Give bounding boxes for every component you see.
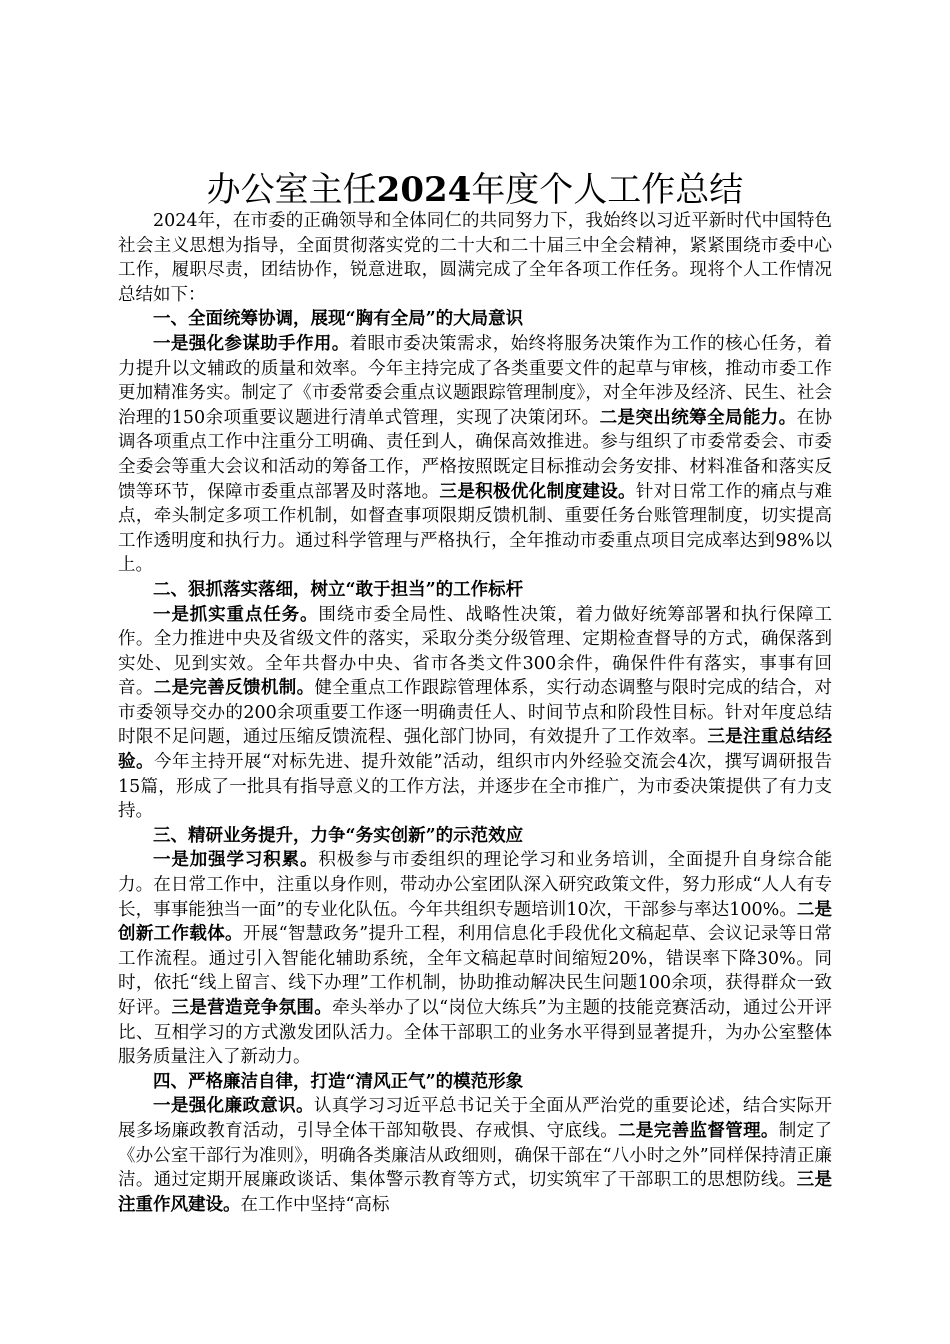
point-lead: 三是积极优化制度建设。: [439, 481, 636, 502]
point-text: 制定了《办公室干部行为准则》，明确各类廉洁从政细则，确保干部在“八小时之外”同样保持清正廉洁。通过定期开展廉政谈话、集体警示教育等方式，切实筑牢了干部职工的思想防线。: [118, 1120, 833, 1191]
point-lead: 二是完善反馈机制。: [153, 678, 315, 699]
point-lead: 三是注重作风建设。: [118, 1170, 832, 1215]
title-year: 2024: [376, 170, 472, 210]
point-lead: 三是注重总结经验。: [118, 727, 832, 773]
point-lead: 二是突出统筹全局能力。: [599, 407, 797, 428]
point-lead: 一是强化廉政意识。: [153, 1096, 314, 1117]
point-lead: 二是完善监督管理。: [618, 1120, 779, 1141]
section-heading: 三、精研业务提升，力争“务实创新”的示范效应: [153, 825, 524, 846]
section-heading: 二、狠抓落实落细，树立“敢于担当”的工作标杆: [153, 579, 524, 600]
point-text: 针对日常工作的痛点与难点，牵头制定多项工作机制，如督查事项限期反馈机制、重要任务台账管理制度，切实提高工作透明度和执行力。通过科学管理与严格执行，全年推动市委重点项目完成率达到98%以上。: [118, 481, 833, 576]
point-lead: 一是加强学习积累。: [153, 850, 319, 871]
intro-paragraph: 2024年，在市委的正确领导和全体同仁的共同努力下，我始终以习近平新时代中国特色社会主义思想为指导，全面贯彻落实党的二十大和二十届三中全会精神，紧紧围绕市委中心工作，履职尽责，团结协作，锐意进取，圆满完成了全年各项工作任务。现将个人工作情况总结如下：: [118, 211, 832, 305]
point-text: 今年主持开展“对标先进、提升效能”活动，组织市内外经验交流会4次，撰写调研报告15篇，形成了一批具有指导意义的工作方法，并逐步在全市推广，为市委决策提供了有力支持。: [118, 752, 832, 822]
point-lead: 三是营造竞争氛围。: [171, 998, 333, 1018]
point-text: 积极参与市委组织的理论学习和业务培训，全面提升自身综合能力。在日常工作中，注重以身作则，带动办公室团队深入研究政策文件，努力形成“人人有专长，事事能独当一面”的专业化队伍。今年共组织专题培训10次，干部参与率达100%。: [118, 850, 832, 920]
section-heading: 一、全面统筹协调，展现“胸有全局”的大局意识: [153, 309, 524, 330]
section-paragraph: [118, 332, 832, 578]
point-lead: 一是抓实重点任务。: [153, 604, 319, 625]
point-text: 认真学习习近平总书记关于全面从严治党的重要论述，结合实际开展多场廉政教育活动，引导全体干部知敬畏、存戒惧、守底线。: [118, 1096, 832, 1141]
point-lead: 二是创新工作载体。: [118, 899, 832, 945]
section-heading: 四、严格廉洁自律，打造“清风正气”的模范形象: [153, 1071, 524, 1092]
point-text: 着眼市委决策需求，始终将服务决策作为工作的核心任务，着力提升以文辅政的质量和效率。今年主持完成了各类重要文件的起草与审核，推动市委工作更加精准务实。制定了《市委常委会重点议题跟踪管理制度》，对全年涉及经济、民生、社会治理的150余项重要议题进行清单式管理，实现了决策闭环。: [118, 333, 833, 428]
point-text: 牵头举办了以“岗位大练兵”为主题的技能竞赛活动，通过公开评比、互相学习的方式激发团队活力。全体干部职工的业务水平得到显著提升，为办公室整体服务质量注入了新动力。: [118, 998, 833, 1068]
section-paragraph: [118, 1094, 832, 1217]
point-text: 围绕市委全局性、战略性决策，着力做好统筹部署和执行保障工作。全力推进中央及省级文件的落实，采取分类分级管理、定期检查督导的方式，确保落到实处、见到实效。全年共督办中央、省市各类文件300余件，确保件件有落实，事事有回音。: [118, 604, 832, 699]
point-text: 健全重点工作跟踪管理体系，实行动态调整与限时完成的结合，对市委领导交办的200余项重要工作逐一明确责任人、时间节点和阶段性目标。针对年度总结时限不足问题，通过压缩反馈流程、强化部门协同，有效提升了工作效率。: [118, 678, 833, 748]
document-body: [118, 209, 832, 1217]
document-title: [118, 168, 832, 212]
point-lead: 一是强化参谋助手作用。: [153, 333, 350, 354]
point-text: 在协调各项重点工作中注重分工明确、责任到人，确保高效推进。参与组织了市委常委会、市委全委会等重大会议和活动的筹备工作，严格按照既定目标推动会务安排、材料准备和落实反馈等环节，保障市委重点部署及时落地。: [118, 407, 833, 502]
title-text-2: 年度个人工作总结: [471, 170, 744, 210]
section-paragraph: [118, 603, 832, 824]
point-text: 在工作中坚持“高标: [240, 1194, 390, 1215]
title-text-1: 办公室主任: [206, 170, 377, 210]
section-paragraph: [118, 848, 832, 1069]
point-text: 开展“智慧政务”提升工程，利用信息化手段优化文稿起草、会议记录等日常工作流程。通过引入智能化辅助系统，全年文稿起草时间缩短20%，错误率下降30%。同时，依托“线上留言、线下办理”工作机制，协助推动解决民生问题100余项，获得群众一致好评。: [118, 924, 833, 1018]
